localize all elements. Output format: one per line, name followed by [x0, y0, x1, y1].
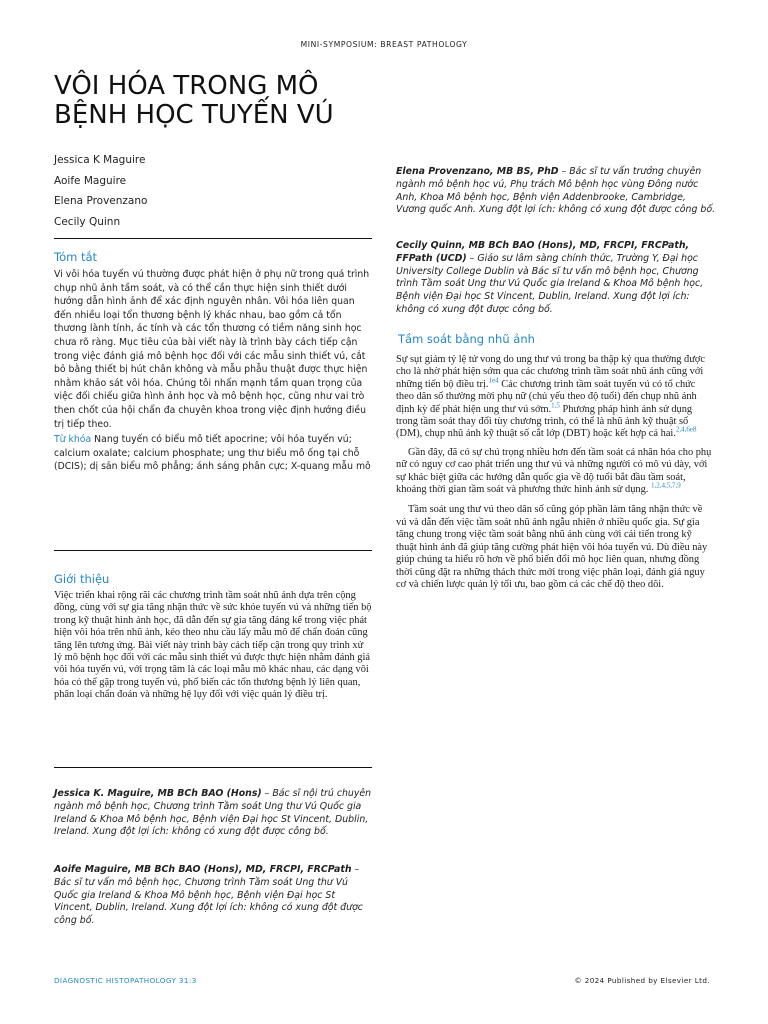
affiliation-name: Jessica K. Maguire, MB BCh BAO (Hons)	[54, 788, 262, 799]
author: Aoife Maguire	[54, 174, 127, 187]
divider	[54, 550, 372, 551]
affiliation-aoife-maguire	[54, 864, 372, 928]
paragraph-text: Tầm soát ung thư vú theo dân số cũng góp phần làm tăng nhận thức về vú và dẫn đến việc tầm soát nhũ ảnh ngẫu nhiên ở nhiều quốc gia. Sự gia tăng chung trong việc tầm soát bằng nhũ ảnh cùng với cải tiến trong kỹ thuật hình ảnh đã giúp tăng cường phát hiện vôi hóa tuyến vú. Dù điều này giúp chúng ta hiểu rõ hơn về phổ biến đổi mô học liên quan, nhưng đồng thời cũng đặt ra những thách thức mới trong việc phân loại, đánh giá nguy cơ và chiến lược quản lý tối ưu, bao gồm cả các chế độ theo dõi.	[396, 504, 708, 590]
author-list	[54, 150, 147, 232]
keywords	[54, 433, 372, 474]
intro-text: Việc triển khai rộng rãi các chương trình tầm soát nhũ ảnh dựa trên cộng đồng, cùng với sự gia tăng nhận thức về sức khỏe tuyến vú và những tiến bộ trong kỹ thuật hình ảnh học, đã dẫn đến sự gia tăng đáng kể trong việc phát hiện vôi hóa trên nhũ ảnh, kéo theo nhu cầu lấy mẫu mô để chẩn đoán cũng tăng lên tương ứng. Bài viết này trình bày cách tiếp cận trong quy trình xử lý mô bệnh học đối với các mẫu sinh thiết vú được thực hiện nhằm đánh giá vôi hóa tuyến vú, với trọng tâm là các loại mẫu mô khác nhau, các dạng vôi hóa có thể gặp trong tuyến vú, phổ biến các tổn thương bệnh lý liên quan, phân loại chẩn đoán và những hệ lụy đối với việc quản lý điều trị.	[54, 590, 372, 701]
paragraph	[396, 504, 714, 591]
screening-heading: Tầm soát bằng nhũ ảnh	[398, 332, 535, 346]
copyright-footer: © 2024 Published by Elsevier Ltd.	[574, 976, 710, 985]
journal-footer: DIAGNOSTIC HISTOPATHOLOGY 31:3	[54, 976, 197, 985]
citation[interactable]: 1e4	[488, 376, 499, 385]
keywords-label: Từ khóa	[54, 434, 92, 446]
citation[interactable]: 2,4,6e8	[675, 425, 697, 434]
paragraph-text: Phương pháp hình ảnh sử dụng trong tầm soát thay đổi tùy chương trình, có thể là nhũ ảnh kỹ thuật số (DM), chụp nhũ ảnh kỹ thuật số cắt lớp (DBT) hoặc kết hợp cả hai.	[396, 403, 693, 440]
paragraph-text: Gần đây, đã có sự chú trọng nhiều hơn đến tầm soát cá nhân hóa cho phụ nữ có nguy cơ cao phát triển ung thư vú và những người có mô vú dày, với sự khác biệt giữa các hướng dẫn quốc gia về độ tuổi bắt đầu tầm soát, khoảng thời gian tầm soát và phương thức hình ảnh sử dụng.	[396, 446, 712, 496]
affiliation-cecily-quinn	[396, 240, 718, 317]
running-header: MINI-SYMPOSIUM: BREAST PATHOLOGY	[300, 40, 468, 49]
paragraph	[396, 354, 714, 441]
affiliation-name: Elena Provenzano, MB BS, PhD	[396, 166, 559, 177]
affiliation-name: Aoife Maguire, MB BCh BAO (Hons), MD, FRCPI, FRCPath	[54, 864, 352, 875]
affiliation-desc: – Bác sĩ tư vấn mô bệnh học, Chương trình Tầm soát Ung thư Vú Quốc gia Ireland & Khoa Mô bệnh học, Bệnh viện Đại học St Vincent, Dublin, Ireland. Xung đột lợi ích: không có xung đột được công bố.	[54, 864, 363, 927]
author: Elena Provenzano	[54, 195, 148, 207]
affiliation-desc: – Bác sĩ nội trú chuyên ngành mô bệnh học, Chương trình Tầm soát Ung thư Vú Quốc gia Ireland & Khoa Mô bệnh học, Bệnh viện Đại học St Vincent, Dublin, Ireland. Xung đột lợi ích: không có xung đột được công bố.	[54, 788, 372, 838]
title-line-2: BỆNH HỌC TUYẾN VÚ	[54, 100, 334, 130]
abstract-text: Vi vôi hóa tuyến vú thường được phát hiện ở phụ nữ trong quá trình chụp nhũ ảnh tầm soát, và có thể cần thực hiện sinh thiết dưới hướng dẫn hình ảnh để xác định nguyên nhân. Vôi hóa liên quan đến nhiều loại tổn thương bệnh lý khác nhau, bao gồm cả tổn thương lành tính, ác tính và các tổn thương có tiềm năng sinh học chưa rõ ràng. Mục tiêu của bài viết này là trình bày cách tiếp cận trong việc đánh giá mô bệnh học đối với các mẫu sinh thiết vú, cắt bỏ bằng thiết bị hút chân không và mẫu phẫu thuật được thực hiện nhằm khảo sát vôi hóa. Chúng tôi nhấn mạnh tầm quan trọng của việc đối chiếu giữa hình ảnh học và mô bệnh học, cũng như vai trò then chốt của hội chẩn đa chuyên khoa trong việc định hướng điều trị tiếp theo.	[54, 269, 370, 430]
citation[interactable]: 1,5	[551, 401, 560, 410]
affiliation-elena-provenzano	[396, 166, 718, 217]
affiliation-name: Cecily Quinn, MB BCh BAO (Hons), MD, FRCPI, FRCPath, FFPath (UCD)	[396, 240, 690, 264]
intro-heading: Giới thiệu	[54, 572, 110, 586]
screening-body	[396, 354, 714, 591]
affiliation-jessica-maguire	[54, 788, 372, 839]
paragraph-text: Các chương trình tầm soát tuyến vú có tổ chức theo dân số thường mời phụ nữ (chủ yếu theo độ tuổi) đến chụp nhũ ảnh định kỳ để phát hiện ung thư vú sớm.	[396, 378, 697, 415]
divider	[54, 238, 372, 239]
divider	[54, 767, 372, 768]
paragraph-text: Sự sụt giảm tỷ lệ tử vong do ung thư vú trong ba thập kỷ qua thường được cho là nhờ phát hiện sớm qua các chương trình tầm soát nhũ ảnh cũng với những tiến bộ điều trị.	[396, 354, 705, 390]
paragraph	[396, 447, 714, 497]
affiliation-desc: – Giáo sư lâm sàng chính thức, Trường Y, Đại học University College Dublin và Bác sĩ tư vấn mô bệnh học, Chương trình Tầm soát Ung thư Vú Quốc gia Ireland & Khoa Mô bệnh học, Bệnh viện Đại học St Vincent, Dublin, Ireland. Xung đột lợi ích: không có xung đột được công bố.	[396, 252, 704, 315]
title-line-1: VÔI HÓA TRONG MÔ	[54, 71, 319, 101]
keywords-text: Nang tuyến có biểu mô tiết apocrine; vôi hóa tuyến vú; calcium oxalate; calcium phosphate; ung thư biểu mô ống tại chỗ (DCIS); dị sản biểu mô phẳng; ánh sáng phân cực; X-quang mẫu mô	[54, 434, 371, 473]
author: Cecily Quinn	[54, 215, 121, 228]
citation[interactable]: 1,2,4,5,7,9	[651, 481, 681, 490]
affiliation-desc: – Bác sĩ tư vấn trưởng chuyên ngành mô bệnh học vú, Phụ trách Mô bệnh học vùng Đông nước Anh, Khoa Mô bệnh học, Bệnh viện Addenbrooke, Cambridge, Vương quốc Anh. Xung đột lợi ích: không có xung đột được công bố.	[396, 166, 716, 216]
author: Jessica K Maguire	[54, 154, 146, 166]
abstract-heading: Tóm tắt	[54, 250, 98, 264]
abstract-block	[54, 268, 372, 474]
article-title	[54, 72, 384, 130]
